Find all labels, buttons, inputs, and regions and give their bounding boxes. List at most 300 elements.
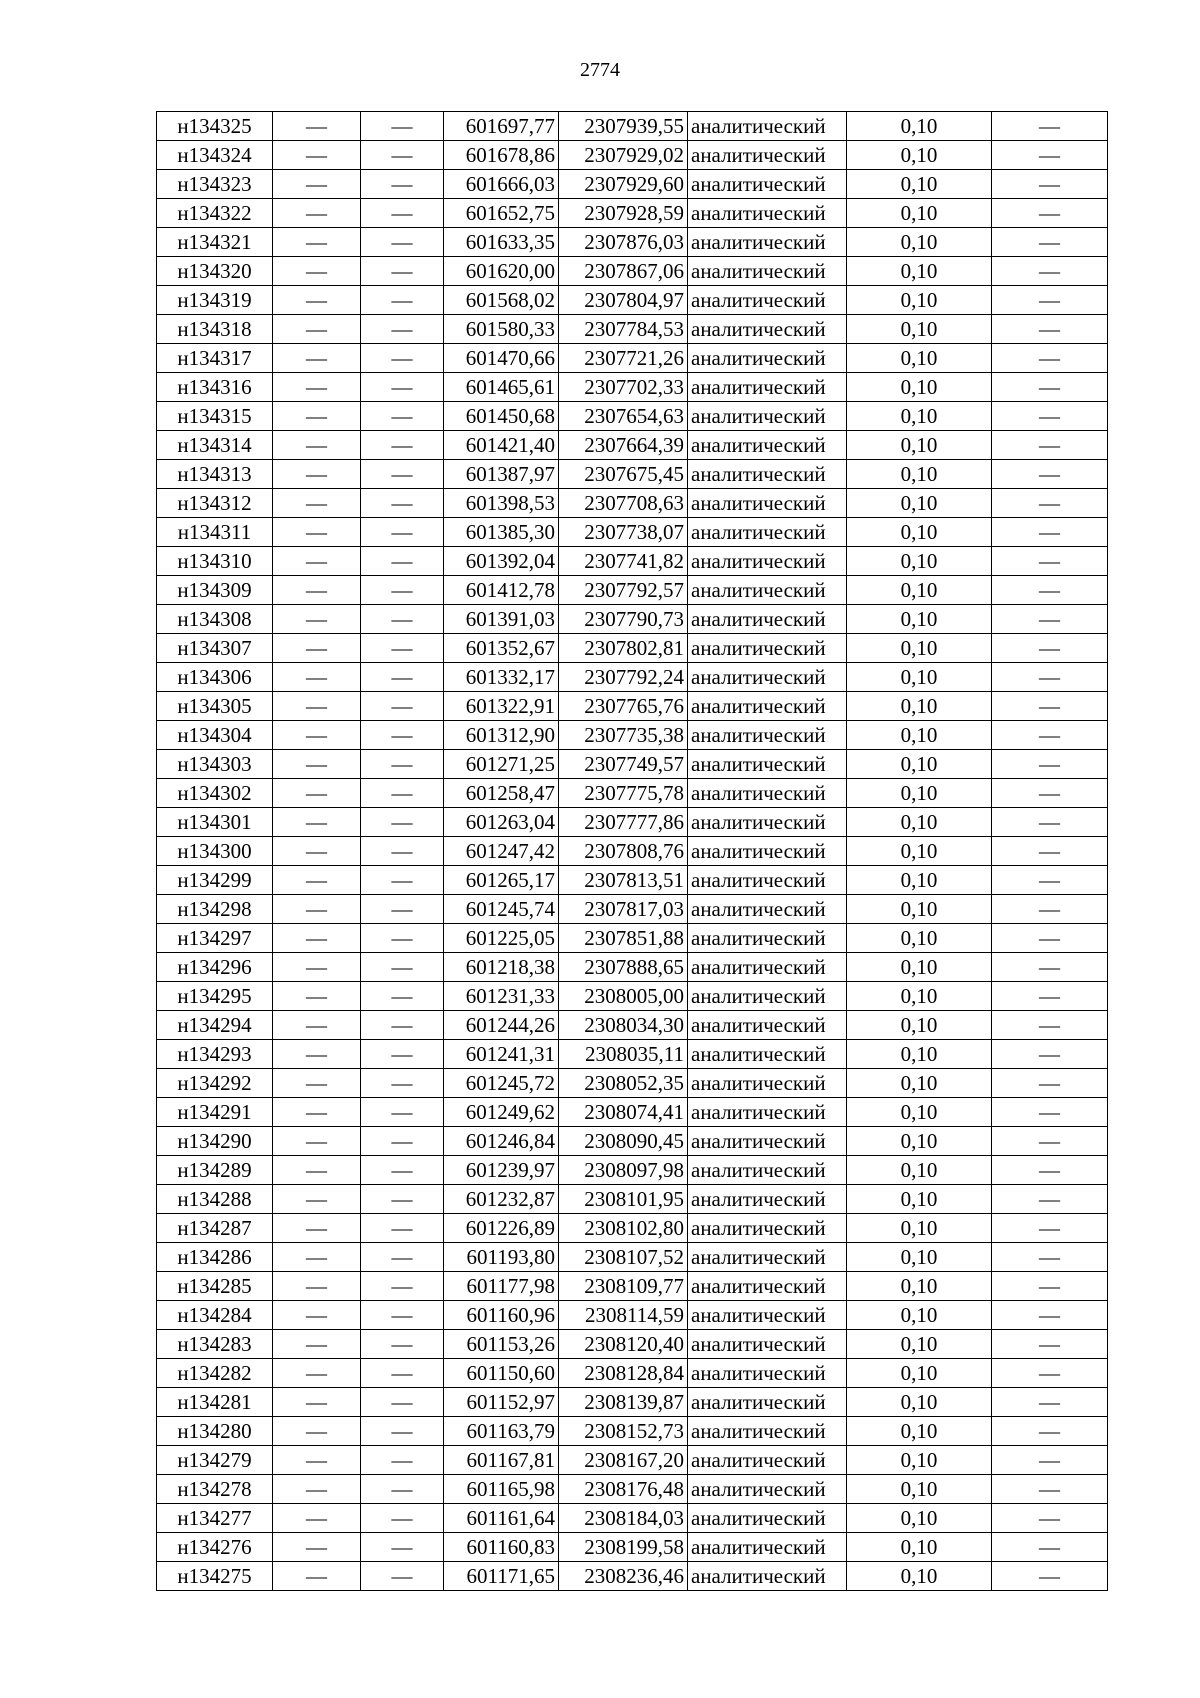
x-coordinate-cell: 601568,02 [444, 286, 559, 315]
table-row [157, 866, 1108, 895]
x-coordinate-cell: 601218,38 [444, 953, 559, 982]
dash-cell: — [361, 634, 444, 663]
method-cell: аналитический [688, 1359, 847, 1388]
y-coordinate-cell: 2307804,97 [559, 286, 688, 315]
table-row [157, 547, 1108, 576]
dash-cell: — [992, 837, 1108, 866]
error-cell: 0,10 [847, 663, 992, 692]
table-row [157, 112, 1108, 141]
table-row [157, 634, 1108, 663]
point-cell: н134283 [157, 1330, 273, 1359]
dash-cell: — [273, 808, 361, 837]
y-coordinate-cell: 2308139,87 [559, 1388, 688, 1417]
dash-cell: — [273, 1562, 361, 1591]
coordinates-table [156, 111, 1108, 1591]
y-coordinate-cell: 2308035,11 [559, 1040, 688, 1069]
method-cell: аналитический [688, 1098, 847, 1127]
error-cell: 0,10 [847, 257, 992, 286]
method-cell: аналитический [688, 605, 847, 634]
point-cell: н134277 [157, 1504, 273, 1533]
dash-cell: — [361, 1504, 444, 1533]
point-cell: н134306 [157, 663, 273, 692]
y-coordinate-cell: 2307749,57 [559, 750, 688, 779]
point-cell: н134286 [157, 1243, 273, 1272]
x-coordinate-cell: 601332,17 [444, 663, 559, 692]
y-coordinate-cell: 2308101,95 [559, 1185, 688, 1214]
point-cell: н134302 [157, 779, 273, 808]
point-cell: н134287 [157, 1214, 273, 1243]
error-cell: 0,10 [847, 634, 992, 663]
y-coordinate-cell: 2307708,63 [559, 489, 688, 518]
x-coordinate-cell: 601244,26 [444, 1011, 559, 1040]
error-cell: 0,10 [847, 1417, 992, 1446]
table-row [157, 431, 1108, 460]
y-coordinate-cell: 2308109,77 [559, 1272, 688, 1301]
dash-cell: — [273, 1214, 361, 1243]
dash-cell: — [361, 373, 444, 402]
point-cell: н134291 [157, 1098, 273, 1127]
dash-cell: — [361, 315, 444, 344]
dash-cell: — [992, 982, 1108, 1011]
error-cell: 0,10 [847, 1098, 992, 1127]
table-row [157, 170, 1108, 199]
dash-cell: — [273, 1301, 361, 1330]
error-cell: 0,10 [847, 1011, 992, 1040]
table-row [157, 344, 1108, 373]
table-row [157, 1214, 1108, 1243]
dash-cell: — [273, 402, 361, 431]
dash-cell: — [361, 1272, 444, 1301]
method-cell: аналитический [688, 1069, 847, 1098]
dash-cell: — [273, 1330, 361, 1359]
dash-cell: — [992, 170, 1108, 199]
y-coordinate-cell: 2307702,33 [559, 373, 688, 402]
dash-cell: — [273, 518, 361, 547]
y-coordinate-cell: 2307738,07 [559, 518, 688, 547]
table-row [157, 663, 1108, 692]
x-coordinate-cell: 601412,78 [444, 576, 559, 605]
method-cell: аналитический [688, 1272, 847, 1301]
error-cell: 0,10 [847, 1069, 992, 1098]
point-cell: н134325 [157, 112, 273, 141]
error-cell: 0,10 [847, 1562, 992, 1591]
y-coordinate-cell: 2307790,73 [559, 605, 688, 634]
table-row [157, 1330, 1108, 1359]
error-cell: 0,10 [847, 1330, 992, 1359]
table-row [157, 721, 1108, 750]
error-cell: 0,10 [847, 402, 992, 431]
table-row [157, 315, 1108, 344]
point-cell: н134309 [157, 576, 273, 605]
y-coordinate-cell: 2307765,76 [559, 692, 688, 721]
dash-cell: — [273, 489, 361, 518]
table-row [157, 1475, 1108, 1504]
y-coordinate-cell: 2308052,35 [559, 1069, 688, 1098]
error-cell: 0,10 [847, 1301, 992, 1330]
dash-cell: — [992, 1185, 1108, 1214]
y-coordinate-cell: 2308199,58 [559, 1533, 688, 1562]
x-coordinate-cell: 601470,66 [444, 344, 559, 373]
table-row [157, 924, 1108, 953]
error-cell: 0,10 [847, 1214, 992, 1243]
point-cell: н134317 [157, 344, 273, 373]
method-cell: аналитический [688, 344, 847, 373]
dash-cell: — [992, 1156, 1108, 1185]
method-cell: аналитический [688, 634, 847, 663]
dash-cell: — [992, 1040, 1108, 1069]
point-cell: н134313 [157, 460, 273, 489]
dash-cell: — [361, 576, 444, 605]
x-coordinate-cell: 601239,97 [444, 1156, 559, 1185]
error-cell: 0,10 [847, 1156, 992, 1185]
method-cell: аналитический [688, 373, 847, 402]
x-coordinate-cell: 601245,74 [444, 895, 559, 924]
point-cell: н134315 [157, 402, 273, 431]
error-cell: 0,10 [847, 1243, 992, 1272]
y-coordinate-cell: 2307928,59 [559, 199, 688, 228]
dash-cell: — [992, 1475, 1108, 1504]
x-coordinate-cell: 601265,17 [444, 866, 559, 895]
point-cell: н134310 [157, 547, 273, 576]
point-cell: н134318 [157, 315, 273, 344]
dash-cell: — [361, 141, 444, 170]
x-coordinate-cell: 601177,98 [444, 1272, 559, 1301]
point-cell: н134303 [157, 750, 273, 779]
dash-cell: — [273, 1069, 361, 1098]
dash-cell: — [992, 344, 1108, 373]
method-cell: аналитический [688, 779, 847, 808]
method-cell: аналитический [688, 228, 847, 257]
method-cell: аналитический [688, 982, 847, 1011]
error-cell: 0,10 [847, 1475, 992, 1504]
method-cell: аналитический [688, 895, 847, 924]
x-coordinate-cell: 601352,67 [444, 634, 559, 663]
dash-cell: — [361, 547, 444, 576]
dash-cell: — [273, 605, 361, 634]
dash-cell: — [361, 170, 444, 199]
dash-cell: — [361, 1185, 444, 1214]
error-cell: 0,10 [847, 315, 992, 344]
dash-cell: — [992, 460, 1108, 489]
table-row [157, 460, 1108, 489]
error-cell: 0,10 [847, 1272, 992, 1301]
dash-cell: — [361, 1156, 444, 1185]
y-coordinate-cell: 2308005,00 [559, 982, 688, 1011]
dash-cell: — [992, 315, 1108, 344]
dash-cell: — [992, 1214, 1108, 1243]
dash-cell: — [992, 1127, 1108, 1156]
method-cell: аналитический [688, 750, 847, 779]
x-coordinate-cell: 601163,79 [444, 1417, 559, 1446]
dash-cell: — [273, 141, 361, 170]
dash-cell: — [361, 489, 444, 518]
method-cell: аналитический [688, 547, 847, 576]
method-cell: аналитический [688, 489, 847, 518]
table-row [157, 1069, 1108, 1098]
y-coordinate-cell: 2308107,52 [559, 1243, 688, 1272]
point-cell: н134275 [157, 1562, 273, 1591]
x-coordinate-cell: 601391,03 [444, 605, 559, 634]
dash-cell: — [361, 518, 444, 547]
y-coordinate-cell: 2307802,81 [559, 634, 688, 663]
error-cell: 0,10 [847, 344, 992, 373]
y-coordinate-cell: 2308152,73 [559, 1417, 688, 1446]
dash-cell: — [273, 1417, 361, 1446]
y-coordinate-cell: 2307888,65 [559, 953, 688, 982]
dash-cell: — [361, 1069, 444, 1098]
x-coordinate-cell: 601249,62 [444, 1098, 559, 1127]
dash-cell: — [273, 866, 361, 895]
dash-cell: — [273, 1040, 361, 1069]
error-cell: 0,10 [847, 692, 992, 721]
dash-cell: — [273, 663, 361, 692]
dash-cell: — [361, 750, 444, 779]
method-cell: аналитический [688, 141, 847, 170]
error-cell: 0,10 [847, 576, 992, 605]
table-row [157, 692, 1108, 721]
point-cell: н134307 [157, 634, 273, 663]
x-coordinate-cell: 601246,84 [444, 1127, 559, 1156]
y-coordinate-cell: 2308097,98 [559, 1156, 688, 1185]
x-coordinate-cell: 601652,75 [444, 199, 559, 228]
point-cell: н134312 [157, 489, 273, 518]
table-row [157, 750, 1108, 779]
table-row [157, 1098, 1108, 1127]
dash-cell: — [992, 547, 1108, 576]
method-cell: аналитический [688, 1301, 847, 1330]
dash-cell: — [992, 431, 1108, 460]
dash-cell: — [361, 1359, 444, 1388]
dash-cell: — [992, 1243, 1108, 1272]
error-cell: 0,10 [847, 1388, 992, 1417]
dash-cell: — [273, 373, 361, 402]
point-cell: н134321 [157, 228, 273, 257]
dash-cell: — [361, 953, 444, 982]
dash-cell: — [273, 431, 361, 460]
table-row [157, 141, 1108, 170]
method-cell: аналитический [688, 1040, 847, 1069]
dash-cell: — [992, 257, 1108, 286]
dash-cell: — [361, 1127, 444, 1156]
dash-cell: — [361, 1214, 444, 1243]
table-row [157, 1504, 1108, 1533]
x-coordinate-cell: 601171,65 [444, 1562, 559, 1591]
error-cell: 0,10 [847, 1040, 992, 1069]
error-cell: 0,10 [847, 1127, 992, 1156]
dash-cell: — [361, 1417, 444, 1446]
error-cell: 0,10 [847, 112, 992, 141]
dash-cell: — [273, 112, 361, 141]
dash-cell: — [992, 663, 1108, 692]
error-cell: 0,10 [847, 489, 992, 518]
method-cell: аналитический [688, 866, 847, 895]
dash-cell: — [273, 1011, 361, 1040]
method-cell: аналитический [688, 1156, 847, 1185]
table-row [157, 808, 1108, 837]
error-cell: 0,10 [847, 895, 992, 924]
x-coordinate-cell: 601312,90 [444, 721, 559, 750]
error-cell: 0,10 [847, 547, 992, 576]
x-coordinate-cell: 601247,42 [444, 837, 559, 866]
method-cell: аналитический [688, 1475, 847, 1504]
method-cell: аналитический [688, 315, 847, 344]
point-cell: н134305 [157, 692, 273, 721]
x-coordinate-cell: 601232,87 [444, 1185, 559, 1214]
dash-cell: — [361, 837, 444, 866]
dash-cell: — [273, 170, 361, 199]
method-cell: аналитический [688, 431, 847, 460]
point-cell: н134281 [157, 1388, 273, 1417]
dash-cell: — [273, 779, 361, 808]
dash-cell: — [361, 112, 444, 141]
point-cell: н134299 [157, 866, 273, 895]
dash-cell: — [273, 1243, 361, 1272]
y-coordinate-cell: 2307741,82 [559, 547, 688, 576]
dash-cell: — [361, 257, 444, 286]
dash-cell: — [992, 721, 1108, 750]
table-row [157, 373, 1108, 402]
dash-cell: — [361, 779, 444, 808]
method-cell: аналитический [688, 1127, 847, 1156]
point-cell: н134282 [157, 1359, 273, 1388]
point-cell: н134311 [157, 518, 273, 547]
table-row [157, 576, 1108, 605]
table-row [157, 286, 1108, 315]
dash-cell: — [361, 663, 444, 692]
point-cell: н134280 [157, 1417, 273, 1446]
error-cell: 0,10 [847, 1504, 992, 1533]
x-coordinate-cell: 601620,00 [444, 257, 559, 286]
error-cell: 0,10 [847, 199, 992, 228]
dash-cell: — [361, 1446, 444, 1475]
table-row [157, 837, 1108, 866]
dash-cell: — [361, 692, 444, 721]
dash-cell: — [992, 1098, 1108, 1127]
point-cell: н134316 [157, 373, 273, 402]
x-coordinate-cell: 601161,64 [444, 1504, 559, 1533]
method-cell: аналитический [688, 721, 847, 750]
error-cell: 0,10 [847, 228, 992, 257]
table-row [157, 1127, 1108, 1156]
error-cell: 0,10 [847, 1446, 992, 1475]
error-cell: 0,10 [847, 837, 992, 866]
dash-cell: — [992, 1388, 1108, 1417]
error-cell: 0,10 [847, 605, 992, 634]
x-coordinate-cell: 601666,03 [444, 170, 559, 199]
table-row [157, 605, 1108, 634]
dash-cell: — [273, 1272, 361, 1301]
table-row [157, 1011, 1108, 1040]
point-cell: н134320 [157, 257, 273, 286]
error-cell: 0,10 [847, 953, 992, 982]
dash-cell: — [361, 1562, 444, 1591]
dash-cell: — [273, 199, 361, 228]
dash-cell: — [273, 344, 361, 373]
dash-cell: — [273, 924, 361, 953]
dash-cell: — [992, 953, 1108, 982]
method-cell: аналитический [688, 924, 847, 953]
x-coordinate-cell: 601697,77 [444, 112, 559, 141]
dash-cell: — [361, 1301, 444, 1330]
dash-cell: — [992, 286, 1108, 315]
dash-cell: — [273, 286, 361, 315]
point-cell: н134322 [157, 199, 273, 228]
method-cell: аналитический [688, 1243, 847, 1272]
error-cell: 0,10 [847, 779, 992, 808]
x-coordinate-cell: 601580,33 [444, 315, 559, 344]
dash-cell: — [992, 1359, 1108, 1388]
dash-cell: — [992, 605, 1108, 634]
y-coordinate-cell: 2308090,45 [559, 1127, 688, 1156]
method-cell: аналитический [688, 1330, 847, 1359]
dash-cell: — [361, 924, 444, 953]
y-coordinate-cell: 2307675,45 [559, 460, 688, 489]
dash-cell: — [361, 1243, 444, 1272]
x-coordinate-cell: 601152,97 [444, 1388, 559, 1417]
point-cell: н134295 [157, 982, 273, 1011]
error-cell: 0,10 [847, 431, 992, 460]
point-cell: н134288 [157, 1185, 273, 1214]
y-coordinate-cell: 2308128,84 [559, 1359, 688, 1388]
error-cell: 0,10 [847, 1185, 992, 1214]
point-cell: н134300 [157, 837, 273, 866]
x-coordinate-cell: 601226,89 [444, 1214, 559, 1243]
x-coordinate-cell: 601392,04 [444, 547, 559, 576]
table-row [157, 1562, 1108, 1591]
dash-cell: — [361, 808, 444, 837]
y-coordinate-cell: 2307735,38 [559, 721, 688, 750]
point-cell: н134279 [157, 1446, 273, 1475]
point-cell: н134294 [157, 1011, 273, 1040]
dash-cell: — [273, 692, 361, 721]
x-coordinate-cell: 601150,60 [444, 1359, 559, 1388]
dash-cell: — [992, 1417, 1108, 1446]
error-cell: 0,10 [847, 924, 992, 953]
y-coordinate-cell: 2307808,76 [559, 837, 688, 866]
y-coordinate-cell: 2308176,48 [559, 1475, 688, 1504]
dash-cell: — [361, 344, 444, 373]
y-coordinate-cell: 2308236,46 [559, 1562, 688, 1591]
method-cell: аналитический [688, 1562, 847, 1591]
error-cell: 0,10 [847, 170, 992, 199]
dash-cell: — [992, 1446, 1108, 1475]
x-coordinate-cell: 601633,35 [444, 228, 559, 257]
point-cell: н134319 [157, 286, 273, 315]
method-cell: аналитический [688, 1185, 847, 1214]
x-coordinate-cell: 601245,72 [444, 1069, 559, 1098]
y-coordinate-cell: 2307792,57 [559, 576, 688, 605]
method-cell: аналитический [688, 808, 847, 837]
error-cell: 0,10 [847, 1533, 992, 1562]
x-coordinate-cell: 601421,40 [444, 431, 559, 460]
dash-cell: — [992, 228, 1108, 257]
dash-cell: — [273, 982, 361, 1011]
y-coordinate-cell: 2307851,88 [559, 924, 688, 953]
x-coordinate-cell: 601322,91 [444, 692, 559, 721]
x-coordinate-cell: 601450,68 [444, 402, 559, 431]
dash-cell: — [273, 895, 361, 924]
y-coordinate-cell: 2307775,78 [559, 779, 688, 808]
table-row [157, 1156, 1108, 1185]
dash-cell: — [992, 402, 1108, 431]
table-row [157, 779, 1108, 808]
y-coordinate-cell: 2307792,24 [559, 663, 688, 692]
dash-cell: — [992, 779, 1108, 808]
point-cell: н134323 [157, 170, 273, 199]
x-coordinate-cell: 601678,86 [444, 141, 559, 170]
dash-cell: — [992, 1069, 1108, 1098]
dash-cell: — [361, 982, 444, 1011]
